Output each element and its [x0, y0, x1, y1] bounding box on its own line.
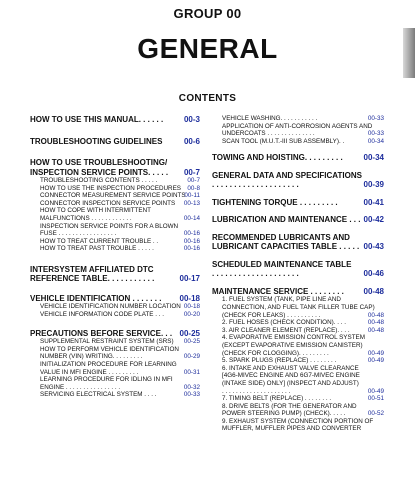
toc-subsection-entry[interactable]: [212, 123, 384, 138]
page-edge-tab: [403, 28, 415, 78]
toc-entry-text: CONNECTION, AND FUEL TANK FILLER TUBE CAP): [222, 303, 375, 311]
toc-entry-text: POWER STEERING PUMP) (CHECK). . . . .: [222, 410, 346, 418]
toc-entry-text: . . . . . . . . . . . . . . . . . . . .: [212, 269, 299, 279]
toc-entry-text: 3. AIR CLEANER ELEMENT (REPLACE). . . .: [222, 326, 350, 334]
toc-entry-text: SUPPLEMENTAL RESTRAINT SYSTEM (SRS): [40, 338, 174, 346]
toc-page-number[interactable]: 00-25: [183, 338, 200, 346]
toc-section-entry[interactable]: [30, 294, 200, 304]
toc-subsection-entry[interactable]: [30, 303, 200, 311]
toc-entry-text: VEHICLE IDENTIFICATION . . . . . . .: [30, 293, 162, 303]
toc-page-number[interactable]: 00-34: [363, 153, 384, 163]
toc-subsection-entry[interactable]: [30, 223, 200, 238]
toc-subsection-entry[interactable]: [30, 346, 200, 361]
toc-subsection-entry[interactable]: [30, 177, 200, 185]
toc-entry-text: 9. EXHAUST SYSTEM (CONNECTION PORTION OF: [222, 417, 374, 425]
toc-page-number[interactable]: 00-49: [367, 357, 384, 365]
toc-section-entry[interactable]: [30, 329, 200, 339]
toc-page-number[interactable]: 00-18: [183, 303, 200, 311]
toc-section-entry[interactable]: [212, 198, 384, 208]
toc-entry-text: HOW TO COPE WITH INTERMITTENT: [40, 207, 152, 215]
toc-subsection-entry[interactable]: [212, 296, 384, 319]
toc-page-number[interactable]: 00-16: [183, 245, 200, 253]
page-title: GENERAL: [137, 33, 278, 64]
group-heading: GROUP 00: [173, 6, 242, 21]
toc-entry-text: TROUBLESHOOTING GUIDELINES: [30, 136, 163, 146]
toc-page-number[interactable]: 00-42: [363, 215, 384, 225]
toc-entry-text: 7. TIMING BELT (REPLACE) . . . . . . . .: [222, 395, 332, 403]
toc-page-number[interactable]: 00-33: [367, 115, 384, 122]
toc-section-entry[interactable]: [212, 233, 384, 252]
toc-entry-text: [4G6-MIVEC ENGINE AND 6G7-MIVEC ENGINE: [222, 372, 360, 380]
toc-subsection-entry[interactable]: [30, 200, 200, 208]
toc-page-number[interactable]: 00-17: [179, 274, 200, 284]
toc-subsection-entry[interactable]: [30, 245, 200, 253]
toc-page-number[interactable]: 00-33: [183, 391, 200, 399]
toc-entry-text: VEHICLE INFORMATION CODE PLATE . . .: [40, 311, 164, 319]
toc-page-number[interactable]: 00-43: [363, 242, 384, 252]
toc-subsection-entry[interactable]: [212, 138, 384, 146]
toc-entry-text: SCAN TOOL (M.U.T.-III SUB ASSEMBLY). .: [222, 137, 345, 145]
toc-entry-text: TIGHTENING TORQUE . . . . . . . . .: [212, 197, 338, 207]
toc-entry-text: APPLICATION OF ANTI-CORROSION AGENTS AND: [222, 122, 373, 130]
toc-subsection-entry[interactable]: [212, 357, 384, 365]
toc-entry-text: GENERAL DATA AND SPECIFICATIONS: [212, 170, 362, 180]
toc-section-entry[interactable]: [30, 158, 200, 177]
toc-section-entry[interactable]: [212, 215, 384, 225]
toc-entry-text: 4. EVAPORATIVE EMISSION CONTROL SYSTEM: [222, 334, 365, 342]
toc-entry-text: INSPECTION SERVICE POINTS FOR A BLOWN: [40, 222, 179, 230]
toc-page-number[interactable]: 00-52: [367, 410, 384, 418]
toc-page-number[interactable]: 00-8: [187, 184, 200, 192]
toc-entry-text: (EXCEPT EVAPORATIVE EMISSION CANISTER): [222, 341, 363, 349]
toc-entry-text: REFERENCE TABLE. . . . . . . . . . .: [30, 274, 155, 284]
toc-entry-text: VALUE IN MFI ENGINE . . . . . . . . .: [40, 368, 139, 376]
toc-subsection-entry[interactable]: [212, 365, 384, 395]
toc-section-entry[interactable]: [212, 260, 384, 279]
toc-page-number[interactable]: 00-29: [183, 353, 200, 361]
toc-entry-text: TROUBLESHOOTING CONTENTS . . . . .: [40, 177, 158, 184]
toc-page-number[interactable]: 00-49: [367, 387, 384, 395]
toc-entry-text: 6. INTAKE AND EXHAUST VALVE CLEARANCE: [222, 364, 359, 372]
toc-page-number[interactable]: 00-48: [367, 326, 384, 334]
toc-entry-text: HOW TO USE THE INSPECTION PROCEDURES: [40, 184, 182, 192]
toc-right-column: [212, 115, 384, 433]
toc-entry-text: SCHEDULED MAINTENANCE TABLE: [212, 259, 352, 269]
toc-entry-text: (INTAKE SIDE) ONLY] (INSPECT AND ADJUST): [222, 379, 359, 387]
toc-subsection-entry[interactable]: [30, 238, 200, 246]
toc-page-number[interactable]: 00-3: [183, 115, 200, 124]
toc-page-number[interactable]: 00-33: [367, 130, 384, 138]
toc-entry-text: VEHICLE WASHING. . . . . . . . . . .: [222, 115, 318, 122]
toc-section-entry[interactable]: [212, 287, 384, 297]
toc-section-entry[interactable]: [30, 137, 200, 147]
toc-subsection-entry[interactable]: [212, 418, 384, 433]
toc-subsection-entry[interactable]: [30, 185, 200, 193]
toc-entry-text: INITIALIZATION PROCEDURE FOR LEARNING: [40, 360, 177, 368]
toc-page-number[interactable]: 00-6: [183, 136, 200, 146]
toc-section-entry[interactable]: [30, 265, 200, 284]
toc-entry-text: LUBRICANT CAPACITIES TABLE . . . . .: [212, 242, 360, 252]
toc-subsection-entry[interactable]: [30, 207, 200, 222]
toc-page-number[interactable]: 00-46: [363, 269, 384, 279]
toc-subsection-entry[interactable]: [30, 391, 200, 399]
toc-page-number[interactable]: 00-48: [367, 319, 384, 327]
contents-heading: CONTENTS: [178, 93, 237, 104]
toc-subsection-entry[interactable]: [30, 338, 200, 346]
toc-section-entry[interactable]: [212, 153, 384, 163]
toc-entry-text: SERVICING ELECTRICAL SYSTEM . . . .: [40, 391, 157, 399]
toc-subsection-entry[interactable]: [212, 115, 384, 123]
toc-entry-text: 2. FUEL HOSES (CHECK CONDITION). . . .: [222, 319, 346, 327]
toc-entry-text: RECOMMENDED LUBRICANTS AND: [212, 232, 350, 242]
toc-entry-text: 8. DRIVE BELTS (FOR THE GENERATOR AND: [222, 402, 357, 410]
toc-entry-text: (CHECK FOR CLOGGING). . . . . . . . .: [222, 349, 329, 357]
toc-page-number[interactable]: 00-34: [367, 137, 384, 145]
toc-entry-text: LEARNING PROCEDURE FOR IDLING IN MFI: [40, 376, 173, 384]
toc-page-number[interactable]: 00-39: [363, 180, 384, 190]
toc-entry-text: HOW TO TREAT CURRENT TROUBLE . .: [40, 237, 159, 245]
toc-subsection-entry[interactable]: [212, 334, 384, 357]
toc-entry-text: MALFUNCTIONS . . . . . . . . . . . .: [40, 214, 132, 222]
toc-page-number[interactable]: 00-20: [183, 311, 200, 319]
toc-entry-text: VEHICLE IDENTIFICATION NUMBER LOCATION: [40, 303, 181, 311]
toc-entry-text: TOWING AND HOISTING. . . . . . . . .: [212, 153, 343, 163]
toc-entry-text: LUBRICATION AND MAINTENANCE . . .: [212, 215, 361, 225]
toc-entry-text: ENGINE . . . . . . . . . . . . . . . .: [40, 383, 121, 391]
toc-entry-text: FUSE . . . . . . . . . . . . . . . . .: [40, 230, 117, 238]
toc-page-number[interactable]: 00-51: [367, 395, 384, 403]
toc-page-number[interactable]: 00-31: [183, 368, 200, 376]
toc-entry-text: INTERSYSTEM AFFILIATED DTC: [30, 264, 154, 274]
toc-subsection-entry[interactable]: [212, 319, 384, 327]
toc-subsection-entry[interactable]: [30, 192, 200, 200]
toc-entry-text: CONNECTOR MEASUREMENT SERVICE POINTS: [40, 192, 186, 200]
toc-subsection-entry[interactable]: [30, 361, 200, 376]
toc-page-number[interactable]: 00-7: [187, 177, 200, 184]
toc-section-entry[interactable]: [212, 171, 384, 190]
toc-page-number[interactable]: 00-16: [183, 237, 200, 245]
toc-entry-text: NUMBER (VIN) WRITING. . . . . . . . .: [40, 353, 143, 361]
toc-entry-text: 1. FUEL SYSTEM (TANK, PIPE LINE AND: [222, 296, 341, 304]
toc-page-number[interactable]: 00-48: [367, 311, 384, 319]
toc-entry-text: MUFFLER, MUFFLER PIPES AND CONVERTER: [222, 425, 362, 433]
toc-page-number[interactable]: 00-49: [367, 349, 384, 357]
toc-subsection-entry[interactable]: [212, 327, 384, 335]
toc-entry-text: UNDERCOATS . . . . . . . . . . . . . .: [222, 130, 315, 138]
toc-subsection-entry[interactable]: [30, 311, 200, 319]
toc-page-number[interactable]: 00-16: [183, 230, 200, 238]
toc-entry-text: MAINTENANCE SERVICE . . . . . . . .: [212, 286, 344, 296]
toc-page-number[interactable]: 00-41: [363, 197, 384, 207]
toc-entry-text: 5. SPARK PLUGS (REPLACE) . . . . . . . .: [222, 357, 337, 365]
toc-page-number[interactable]: 00-7: [183, 167, 200, 177]
toc-entry-text: (CHECK FOR LEAKS) . . . . . . . . . .: [222, 311, 321, 319]
toc-subsection-entry[interactable]: [30, 376, 200, 391]
toc-entry-text: . . . . . . . . . . . . . . . . . . . .: [222, 387, 291, 395]
toc-subsection-entry[interactable]: [212, 403, 384, 418]
toc-entry-text: HOW TO TREAT PAST TROUBLE . . . . .: [40, 245, 154, 253]
toc-left-column: [30, 115, 200, 399]
toc-page-number[interactable]: 00-32: [183, 383, 200, 391]
toc-entry-text: HOW TO USE THIS MANUAL. . . . . .: [30, 115, 164, 124]
toc-entry-text: HOW TO USE TROUBLESHOOTING/: [30, 158, 168, 167]
toc-page-number[interactable]: 00-18: [179, 293, 200, 303]
toc-subsection-entry[interactable]: [212, 395, 384, 403]
toc-entry-text: CONNECTOR INSPECTION SERVICE POINTS: [40, 199, 176, 207]
toc-page-number[interactable]: 00-48: [363, 286, 384, 296]
toc-entry-text: PRECAUTIONS BEFORE SERVICE. . .: [30, 328, 173, 338]
toc-page-number[interactable]: 00-13: [183, 199, 200, 207]
toc-entry-text: INSPECTION SERVICE POINTS. . . . .: [30, 167, 169, 177]
toc-page-number[interactable]: 00-14: [183, 214, 200, 222]
toc-page-number[interactable]: 00-11: [184, 192, 200, 200]
toc-entry-text: HOW TO PERFORM VEHICLE IDENTIFICATION: [40, 345, 179, 353]
toc-entry-text: . . . . . . . . . . . . . . . . . . . .: [212, 180, 299, 190]
toc-page-number[interactable]: 00-25: [179, 328, 200, 338]
toc-section-entry[interactable]: [30, 115, 200, 125]
